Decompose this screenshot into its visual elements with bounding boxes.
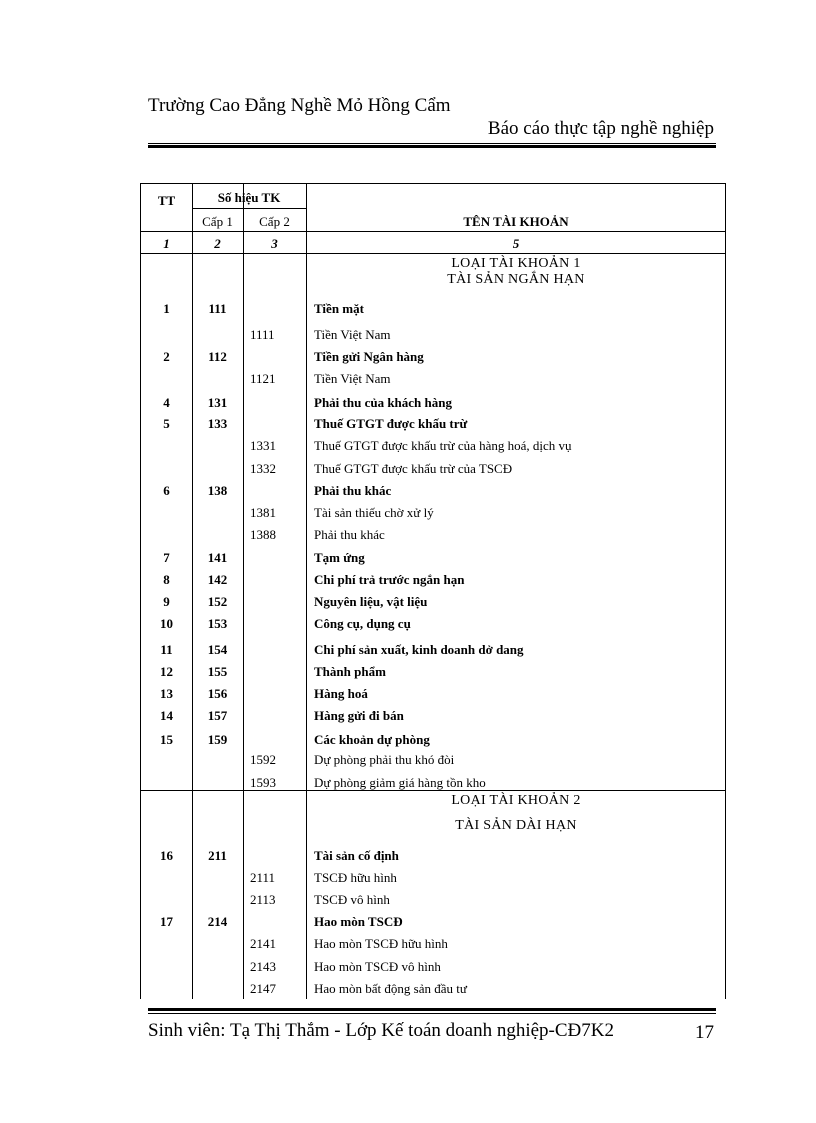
cap2-cell: 1388 — [250, 527, 276, 542]
cap2-cell: 2113 — [250, 892, 276, 907]
group-subheading: TÀI SẢN NGẮN HẠN — [447, 272, 585, 287]
cap1-cell: 214 — [207, 914, 228, 929]
group-subheading: TÀI SẢN DÀI HẠN — [455, 818, 577, 833]
group-divider — [141, 790, 725, 791]
cap1-cell: 138 — [207, 483, 228, 498]
account-name: Tiền gửi Ngân hàng — [314, 349, 424, 364]
account-name: Tạm ứng — [314, 550, 365, 565]
tt-cell: 12 — [160, 664, 173, 679]
account-name: Phải thu khác — [314, 483, 392, 498]
account-name: Thành phẩm — [314, 664, 386, 679]
cap1-cell: 159 — [207, 732, 228, 747]
group-heading: LOẠI TÀI KHOẢN 2 — [451, 793, 581, 808]
account-name: Công cụ, dụng cụ — [314, 616, 411, 631]
footer-rule-thick — [148, 1008, 716, 1011]
index-cell: 2 — [214, 236, 221, 251]
account-name: Nguyên liệu, vật liệu — [314, 594, 428, 609]
account-name: Tiền Việt Nam — [314, 371, 391, 386]
cap2-cell: 1332 — [250, 461, 276, 476]
header-divider — [141, 231, 725, 232]
index-divider — [141, 253, 725, 254]
account-name: Phải thu khác — [314, 527, 385, 542]
report-title: Báo cáo thực tập nghề nghiệp — [487, 118, 714, 139]
account-name: Chi phí sản xuất, kinh doanh dở dang — [314, 642, 524, 657]
tt-cell: 10 — [160, 616, 173, 631]
tt-cell: 14 — [160, 708, 173, 723]
account-name: Dự phòng giảm giá hàng tồn kho — [314, 775, 486, 790]
tt-cell: 1 — [163, 301, 170, 316]
cap1-cell: 111 — [208, 301, 227, 316]
tt-cell: 15 — [160, 732, 173, 747]
cap2-cell: 1331 — [250, 438, 276, 453]
student-info: Sinh viên: Tạ Thị Thắm - Lớp Kế toán doanh nghiệp-CĐ7K2 — [148, 1020, 614, 1041]
header-tt: TT — [157, 193, 176, 208]
account-name: Chi phí trả trước ngắn hạn — [314, 572, 465, 587]
account-name: Phải thu của khách hàng — [314, 395, 452, 410]
account-name: Hàng gửi đi bán — [314, 708, 404, 723]
account-name: Thuế GTGT được khấu trừ của hàng hoá, dịch vụ — [314, 438, 572, 453]
account-name: Thuế GTGT được khấu trừ — [314, 416, 468, 431]
account-name: Tiền mặt — [314, 301, 364, 316]
cap2-cell: 2147 — [250, 981, 276, 996]
cap1-cell: 112 — [208, 349, 227, 364]
account-table — [140, 183, 726, 999]
account-name: Hao mòn bất động sản đầu tư — [314, 981, 467, 996]
cap2-cell: 1593 — [250, 775, 276, 790]
account-name: Tiền Việt Nam — [314, 327, 391, 342]
cap1-cell: 155 — [207, 664, 228, 679]
tt-cell: 17 — [160, 914, 173, 929]
cap1-cell: 133 — [207, 416, 228, 431]
tt-cell: 9 — [163, 594, 170, 609]
footer-rule-thin — [148, 1013, 716, 1014]
header-rule-thick — [148, 145, 716, 148]
tt-cell: 16 — [160, 848, 173, 863]
cap1-cell: 154 — [207, 642, 228, 657]
group-heading: LOẠI TÀI KHOẢN 1 — [451, 256, 581, 271]
cap2-cell: 2111 — [250, 870, 276, 885]
account-name: Tài sản thiếu chờ xử lý — [314, 505, 434, 520]
cap1-cell: 131 — [207, 395, 228, 410]
school-name: Trường Cao Đẳng Nghề Mỏ Hồng Cẩm — [148, 95, 451, 116]
account-name: TSCĐ vô hình — [314, 892, 390, 907]
index-cell: 3 — [271, 236, 278, 251]
cap1-cell: 142 — [207, 572, 228, 587]
page-number: 17 — [695, 1022, 714, 1043]
cap1-cell: 157 — [207, 708, 228, 723]
account-name: Hao mòn TSCĐ vô hình — [314, 959, 441, 974]
cap1-cell: 141 — [207, 550, 228, 565]
index-cell: 5 — [512, 236, 520, 251]
tt-cell: 4 — [163, 395, 170, 410]
cap2-cell: 1121 — [250, 371, 276, 386]
cap1-cell: 153 — [207, 616, 228, 631]
cap1-cell: 156 — [207, 686, 228, 701]
account-name: Hao mòn TSCĐ — [314, 914, 403, 929]
cap2-cell: 1592 — [250, 752, 276, 767]
account-name: Hao mòn TSCĐ hữu hình — [314, 936, 448, 951]
account-name: Thuế GTGT được khấu trừ của TSCĐ — [314, 461, 513, 476]
tt-cell: 7 — [163, 550, 170, 565]
cap2-cell: 1111 — [250, 327, 275, 342]
account-name: Dự phòng phải thu khó đòi — [314, 752, 455, 767]
tt-cell: 5 — [163, 416, 170, 431]
col-divider — [306, 184, 307, 999]
header-rule-thin — [148, 143, 716, 144]
index-cell: 1 — [163, 236, 170, 251]
cap2-cell: 1381 — [250, 505, 276, 520]
tt-cell: 6 — [163, 483, 170, 498]
header-cap1: Cấp 1 — [202, 214, 233, 229]
header-divider — [192, 208, 306, 209]
header-ten-tai-khoan: TÊN TÀI KHOẢN — [463, 214, 569, 229]
header-cap2: Cấp 2 — [259, 214, 290, 229]
account-name: Tài sản cố định — [314, 848, 399, 863]
tt-cell: 13 — [160, 686, 173, 701]
cap2-cell: 2143 — [250, 959, 276, 974]
cap1-cell: 152 — [207, 594, 228, 609]
header-so-hieu: Số hiệu TK — [217, 190, 281, 205]
cap1-cell: 211 — [208, 848, 227, 863]
tt-cell: 2 — [163, 349, 170, 364]
cap2-cell: 2141 — [250, 936, 276, 951]
account-name: TSCĐ hữu hình — [314, 870, 397, 885]
tt-cell: 11 — [160, 642, 173, 657]
col-divider — [243, 184, 244, 999]
account-name: Các khoản dự phòng — [314, 732, 430, 747]
account-name: Hàng hoá — [314, 686, 368, 701]
tt-cell: 8 — [163, 572, 170, 587]
